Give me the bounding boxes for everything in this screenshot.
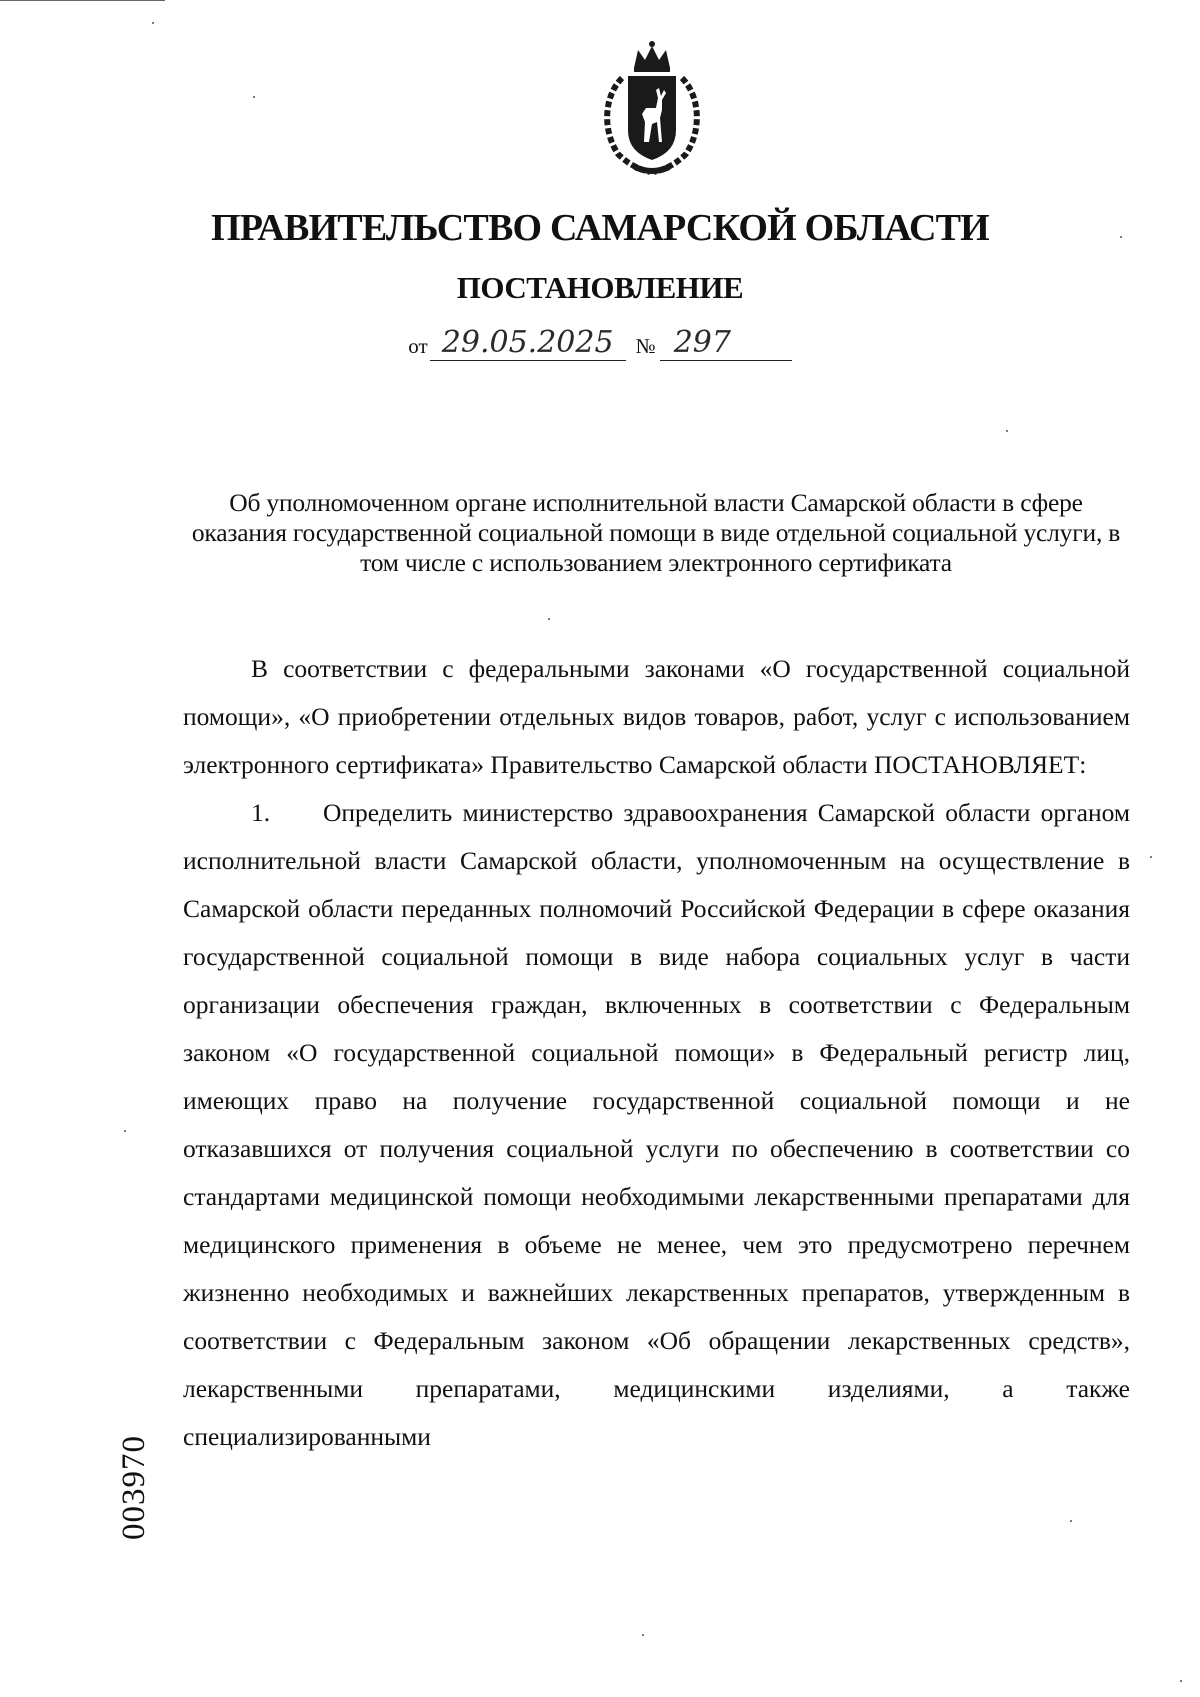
scan-speck bbox=[1180, 1680, 1182, 1682]
handwritten-number: 297 bbox=[660, 326, 792, 361]
scan-speck bbox=[1120, 236, 1122, 238]
registration-side-number: 003970 bbox=[116, 1435, 152, 1540]
date-label: от bbox=[408, 334, 428, 358]
scan-edge-line bbox=[0, 0, 165, 1]
date-number-row bbox=[0, 326, 1200, 361]
resolution-subject: Об уполномоченном органе исполнительной власти Самарской области в сфере оказания государственной социальной помощи в виде отдельной социальной услуги, в том числе с использованием электронного сертификата bbox=[191, 488, 1121, 577]
item-1-number: 1. bbox=[251, 798, 271, 827]
government-title: ПРАВИТЕЛЬСТВО САМАРСКОЙ ОБЛАСТИ bbox=[211, 207, 989, 249]
item-1-paragraph bbox=[183, 789, 1130, 1461]
scan-speck bbox=[253, 96, 255, 98]
document-type: ПОСТАНОВЛЕНИЕ bbox=[456, 270, 744, 305]
scan-speck bbox=[124, 1130, 126, 1132]
coat-of-arms-icon bbox=[592, 38, 712, 176]
item-1-text: Определить министерство здравоохранения Самарской области органом исполнительной власти Самарской области, уполномоченным на осуществление в Самарской области переданных полномочий Российской Федерации в сфере оказания государственной социальной помощи в виде набора социальных услуг в части организации обеспечения граждан, включенных в соответствии с Федеральным законом «О государственной социальной помощи» в Федеральный регистр лиц, имеющих право на получение государственной социальной помощи и не отказавшихся от получения социальной услуги по обеспечению в соответствии со стандартами медицинской помощи необходимыми лекарственными препаратами для медицинского применения в объеме не менее, чем это предусмотрено перечнем жизненно необходимых и важнейших лекарственных препаратов, утвержденным в соответствии с Федеральным законом «Об обращении лекарственных средств», лекарственными препаратами, медицинскими изделиями, а также специализированными bbox=[183, 798, 1130, 1451]
number-label: № bbox=[635, 334, 656, 358]
preamble-paragraph: В соответствии с федеральными законами «О государственной социальной помощи», «О приобретении отдельных видов товаров, работ, услуг с использованием электронного сертификата» Правительство Самарской области ПОСТАНОВЛЯЕТ: bbox=[183, 654, 1130, 779]
scan-speck bbox=[1150, 856, 1152, 858]
handwritten-date: 29.05.2025 bbox=[430, 326, 626, 361]
scan-speck bbox=[1006, 430, 1008, 432]
resolution-body bbox=[183, 645, 1130, 1461]
scan-speck bbox=[642, 1634, 644, 1636]
scan-speck bbox=[548, 618, 550, 620]
scan-speck bbox=[152, 22, 154, 24]
scan-speck bbox=[1070, 1520, 1072, 1522]
